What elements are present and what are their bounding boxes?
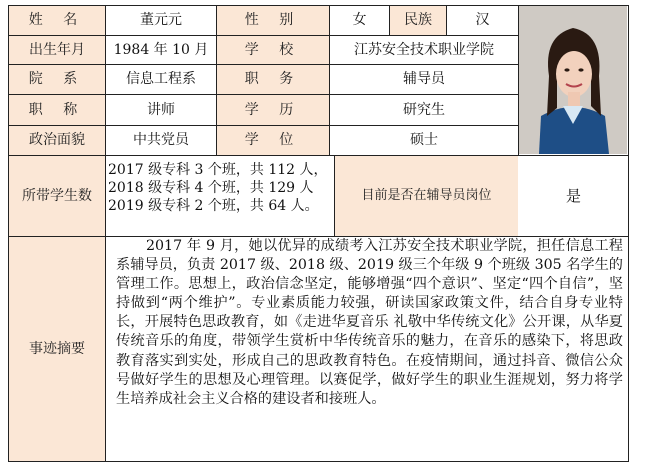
list-item: 2018 级专科 4 个班，共 129 人 [108,180,314,196]
education-value: 研究生 [403,101,445,118]
birth-label: 出生年月 [9,36,105,64]
school-label: 学 校 [217,36,329,64]
dept-label: 院 系 [9,65,105,94]
title-label: 职 称 [9,95,105,125]
counselor-value: 是 [565,187,581,205]
ethnicity-label: 民族 [390,6,446,35]
summary-label: 事迹摘要 [9,237,105,461]
list-item: 2017 级专科 3 个班，共 112 人， [108,162,328,178]
portrait-photo [519,6,627,154]
political-label: 政治面貌 [9,126,105,155]
position-value: 辅导员 [403,71,445,88]
gender-value: 女 [352,12,367,29]
political-value: 中共党员 [133,132,189,149]
birth-value: 1984 年 10 月 [113,41,209,58]
degree-label: 学 位 [217,126,329,155]
students-label: 所带学生数 [9,156,105,236]
summary-text: 2017 年 9 月，她以优异的成绩考入江苏安全技术职业学院，担任信息工程系辅导员，负责 2017 级、2018 级、2019 级三个年级 9 个班级 305 名学生的管理工作。思想上，政治信念坚定，能够增强“四个意识”、坚定“四个自信”，坚持做到“两个维护”。专业素质能力较强，研读国家政策文件，结合自身专业特长，开展特色思政教育，如《走进华夏音乐 礼敬中华传统文化》公开课，从华夏传统音乐的角度，带领学生赏析中华传统音乐的魅力，在音乐的感染下，将思政教育落实到实处，形成自己的思政教育特色。在疫情期间，通过抖音、微信公众号做好学生的思想及心理管理。以赛促学，做好学生的职业生涯规划，努力将学生培养成社会主义合格的建设者和接班人。 [116,238,623,407]
position-label: 职 务 [217,65,329,94]
portrait-icon [519,6,627,154]
title-value: 讲师 [147,101,175,118]
dept-value: 信息工程系 [126,71,196,88]
school-value: 江苏安全技术职业学院 [354,41,494,58]
name-label: 姓 名 [9,6,105,35]
degree-value: 硕士 [410,132,438,149]
ethnicity-value: 汉 [475,12,490,29]
counselor-label: 目前是否在辅导员岗位 [335,156,518,236]
students-list [106,156,334,236]
education-label: 学 历 [217,95,329,125]
name-value: 董元元 [140,12,182,29]
gender-label: 性 别 [217,6,329,35]
list-item: 2019 级专科 2 个班，共 64 人。 [108,198,319,214]
